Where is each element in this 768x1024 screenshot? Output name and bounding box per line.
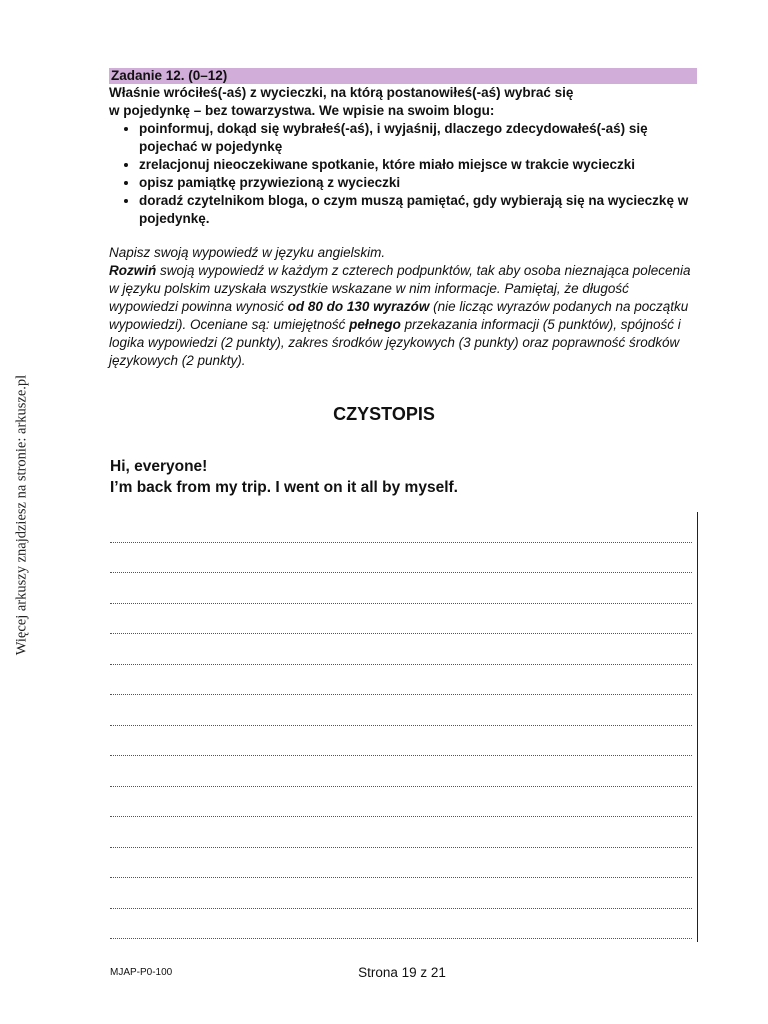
writing-line[interactable] [110,878,692,909]
task-section [109,68,697,370]
writing-line[interactable] [110,634,692,665]
writing-line[interactable] [110,695,692,726]
margin-rule [697,512,698,942]
task-bullet: • opisz pamiątkę przywiezioną z wycieczki [139,174,697,192]
task-intro-line1: Właśnie wróciłeś(-aś) z wycieczki, na którą postanowiłeś(-aś) wybrać się [109,85,574,100]
task-bullet: • poinformuj, dokąd się wybrałeś(-aś), i wyjaśnij, dlaczego zdecydowałeś(-aś) się pojechać w pojedynkę [139,120,697,156]
writing-line[interactable] [110,543,692,574]
writing-line[interactable] [110,787,692,818]
side-watermark-text: Więcej arkuszy znajdziesz na stronie: arkusze.pl [13,374,30,656]
task-header: Zadanie 12. (0–12) [109,68,697,84]
writing-line[interactable] [110,512,692,543]
writing-line[interactable] [110,665,692,696]
footer-code: MJAP-P0-100 [110,967,173,978]
instructions-pelnego: pełnego [349,317,401,332]
instructions-line1: Napisz swoją wypowiedź w języku angielskim. [109,245,386,260]
writing-line[interactable] [110,817,692,848]
instructions-body [109,262,697,370]
page-number: Strona 19 z 21 [358,965,446,980]
task-bullet-list [109,120,697,228]
instructions-part4: przekazania informacji (5 punktów), spójność i logika wypowiedzi (2 punkty), zakres środków językowych (3 punkty) oraz poprawność środków językowych (2 punkty). [109,317,681,368]
instructions-word-count: od 80 do 130 wyrazów [287,299,430,314]
task-bullet: • doradź czytelnikom bloga, o czym muszą pamiętać, gdy wybierają się na wycieczkę w pojedynkę. [139,192,697,228]
writing-line[interactable] [110,848,692,879]
task-intro [109,84,697,120]
task-intro-line2: w pojedynkę – bez towarzystwa. We wpisie na swoim blogu: [109,103,495,118]
writing-line[interactable] [110,573,692,604]
task-bullet: • zrelacjonuj nieoczekiwane spotkanie, które miało miejsce w trakcie wycieczki [139,156,697,174]
writing-line[interactable] [110,604,692,635]
instructions-part2: swoją wypowiedź w każdym z czterech podpunktów, tak aby osoba nieznająca polecenia w języku polskim uzyskała wszystkie wskazane w nim informacje. Pamiętaj, że długość wypowiedzi powinna wynosić [109,263,691,314]
instructions-part3: (nie licząc wyrazów podanych na początku wypowiedzi). Oceniane są: umiejętność [109,299,689,332]
greeting-line2: I’m back from my trip. I went on it all by myself. [110,479,458,496]
writing-line[interactable] [110,756,692,787]
page-title: CZYSTOPIS [333,404,435,424]
instructions-rozwin: Rozwiń [109,263,157,278]
greeting-line1: Hi, everyone! [110,458,208,475]
writing-line[interactable] [110,909,692,940]
greeting [110,456,458,498]
writing-line[interactable] [110,726,692,757]
writing-area[interactable] [110,512,698,942]
task-instructions [109,244,697,370]
